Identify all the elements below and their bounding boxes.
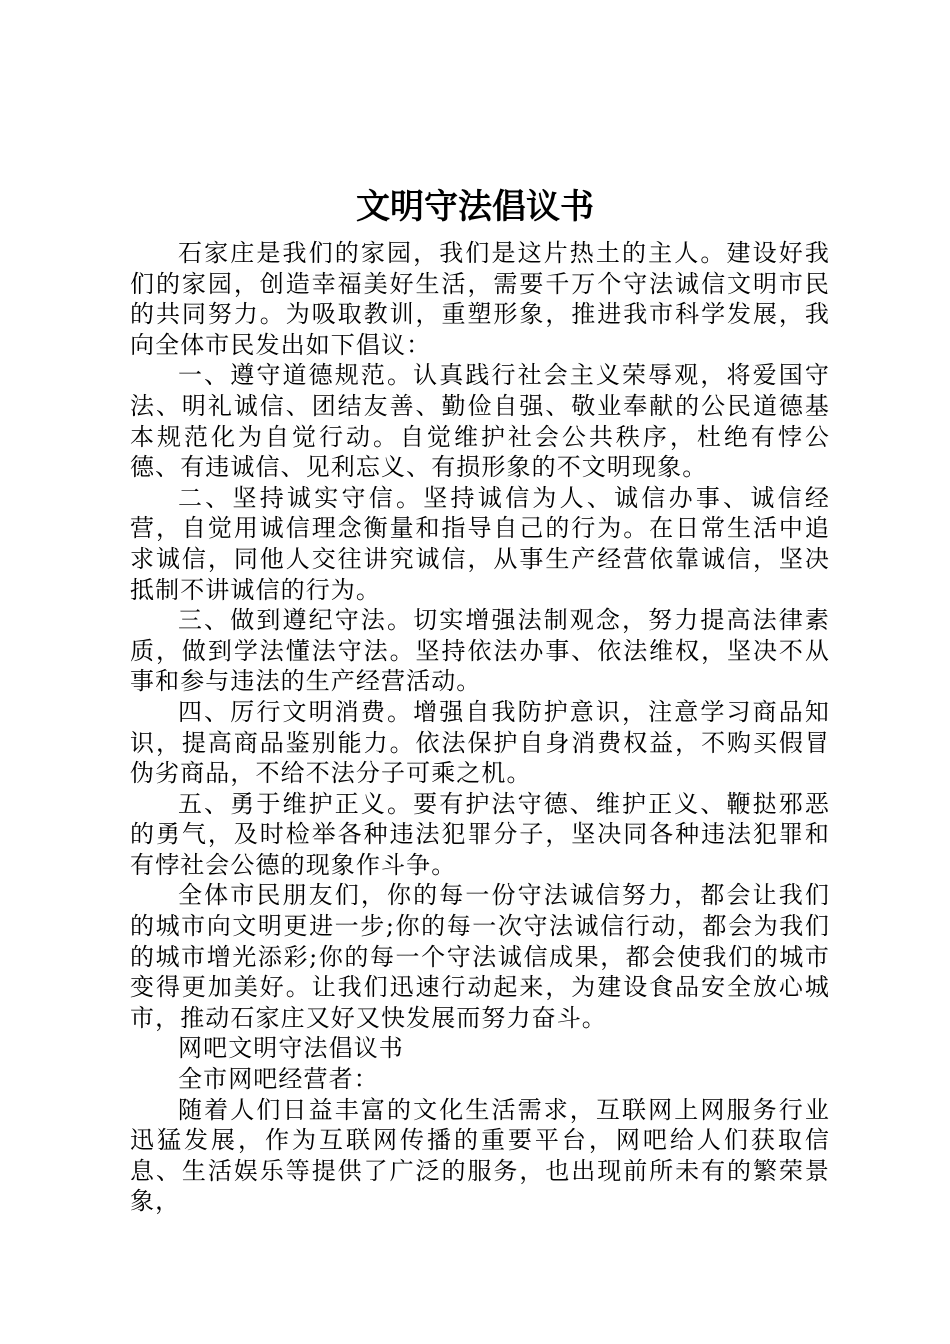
second-document-salutation: 全市网吧经营者： — [178, 1065, 379, 1094]
second-document-title: 网吧文明守法倡议书 — [178, 1034, 404, 1063]
paragraph-item-1: 一、遵守道德规范。认真践行社会主义荣辱观，将爱国守法、明礼诚信、团结友善、勤俭自强、敬业奉献的公民道德基本规范化为自觉行动。自觉维护社会公共秩序，杜绝有悖公德、有违诚信、见利忘义、有损形象的不文明现象。 — [130, 361, 830, 482]
paragraph-item-3: 三、做到遵纪守法。切实增强法制观念，努力提高法律素质，做到学法懂法守法。坚持依法办事、依法维权，坚决不从事和参与违法的生产经营活动。 — [130, 606, 830, 696]
document-body — [130, 238, 830, 1217]
paragraph-intro: 石家庄是我们的家园，我们是这片热土的主人。建设好我们的家园，创造幸福美好生活，需要千万个守法诚信文明市民的共同努力。为吸取教训，重塑形象，推进我市科学发展，我向全体市民发出如下倡议： — [130, 239, 830, 359]
paragraph-item-2: 二、坚持诚实守信。坚持诚信为人、诚信办事、诚信经营，自觉用诚信理念衡量和指导自己的行为。在日常生活中追求诚信，同他人交往讲究诚信，从事生产经营依靠诚信，坚决抵制不讲诚信的行为。 — [130, 483, 830, 604]
paragraph-item-5: 五、勇于维护正义。要有护法守德、维护正义、鞭挞邪恶的勇气，及时检举各种违法犯罪分子，坚决同各种违法犯罪和有悖社会公德的现象作斗争。 — [130, 789, 830, 879]
paragraph-item-4: 四、厉行文明消费。增强自我防护意识，注意学习商品知识，提高商品鉴别能力。依法保护自身消费权益，不购买假冒伪劣商品，不给不法分子可乘之机。 — [130, 697, 830, 788]
second-document-paragraph: 随着人们日益丰富的文化生活需求，互联网上网服务行业迅猛发展，作为互联网传播的重要平台，网吧给人们获取信息、生活娱乐等提供了广泛的服务，也出现前所未有的繁荣景象， — [130, 1095, 830, 1216]
document-title: 文明守法倡议书 — [356, 187, 594, 227]
paragraph-closing: 全体市民朋友们，你的每一份守法诚信努力，都会让我们的城市向文明更进一步;你的每一次守法诚信行动，都会为我们的城市增光添彩;你的每一个守法诚信成果，都会使我们的城市变得更加美好。让我们迅速行动起来，为建设食品安全放心城市，推动石家庄又好又快发展而努力奋斗。 — [130, 881, 830, 1032]
